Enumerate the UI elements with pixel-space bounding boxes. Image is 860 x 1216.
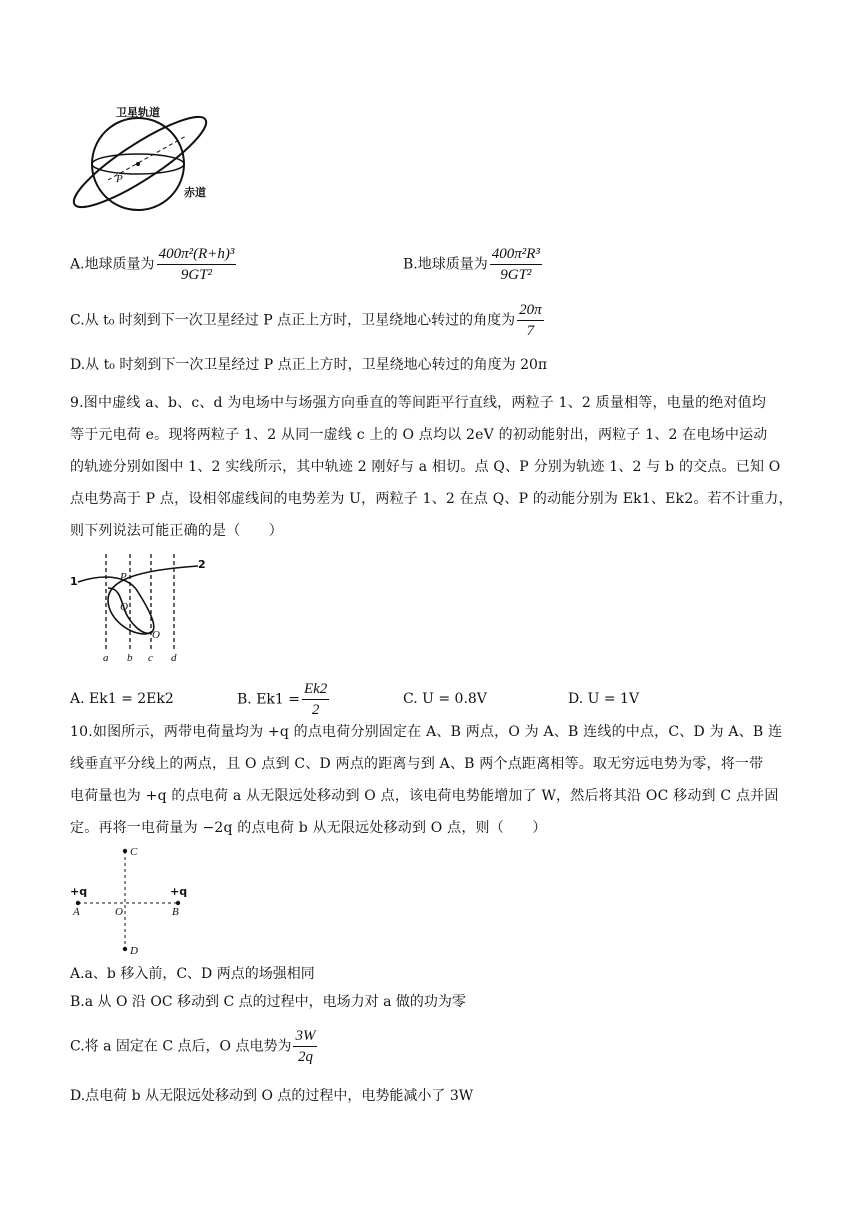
- q10-option-c: [70, 1026, 319, 1067]
- q10-optC-fraction: [293, 1026, 317, 1067]
- q8-optA-prefix: A.地球质量为: [70, 256, 155, 273]
- q9-optB-prefix: B. Ek1 =: [237, 691, 300, 708]
- q10-line-1: 10.如图所示，两带电荷量均为 +q 的点电荷分别固定在 A、B 两点，O 为 A、B 连线的中点，C、D 为 A、B 连: [70, 724, 783, 740]
- q9-line-2: 等于元电荷 e。现将两粒子 1、2 从同一虚线 c 上的 O 点均以 2eV 的初动能射出，两粒子 1、2 在电场中运动: [70, 427, 768, 443]
- q10-optC-prefix: C.将 a 固定在 C 点后，O 点电势为: [70, 1038, 292, 1055]
- point-c-dot: [123, 849, 127, 853]
- q10-line-2: 线垂直平分线上的两点，且 O 点到 C、D 两点的距离与到 A、B 两个点距离相等。取无穷远电势为零，将一带: [70, 756, 764, 772]
- q8-optB-fraction: [490, 244, 542, 285]
- q8-option-a: [70, 244, 238, 285]
- q8-optA-num: 400π²(R+h)³: [157, 244, 237, 265]
- q10-line-4: 定。再将一电荷量为 −2q 的点电荷 b 从无限远处移动到 O 点，则（ ）: [70, 820, 547, 836]
- q10-optC-den: 2q: [297, 1049, 313, 1065]
- q9-option-c: C. U = 0.8V: [403, 691, 487, 707]
- equator-label: 赤道: [184, 186, 206, 199]
- point-a-label: A: [73, 906, 80, 918]
- charge-a-label: +q: [70, 885, 88, 898]
- traj-2-label: 2: [198, 558, 206, 571]
- q8-option-c: [70, 300, 546, 341]
- q8-optC-text: C.从 t₀ 时刻到下一次卫星经过 P 点正上方时，卫星绕地心转过的角度为: [70, 312, 516, 329]
- point-o-label: O: [115, 906, 123, 918]
- q9-line-1: 9.图中虚线 a、b、c、d 为电场中与场强方向垂直的等间距平行直线，两粒子 1、2 质量相等，电量的绝对值均: [70, 395, 767, 411]
- q8-option-d: D.从 t₀ 时刻到下一次卫星经过 P 点正上方时，卫星绕地心转过的角度为 20π: [70, 357, 548, 373]
- traj-1-label: 1: [70, 575, 78, 588]
- charges-figure: [68, 845, 193, 960]
- trajectory-figure: [68, 550, 218, 665]
- q8-optA-fraction: [157, 244, 237, 285]
- q9-optB-num: Ek2: [302, 679, 329, 700]
- q10-option-d: D.点电荷 b 从无限远处移动到 O 点的过程中，电势能减小了 3W: [70, 1088, 474, 1104]
- point-d-dot: [123, 947, 127, 951]
- q9-line-3: 的轨迹分别如图中 1、2 实线所示，其中轨迹 2 刚好与 a 相切。点 Q、P 分别为轨迹 1、2 与 b 的交点。已知 O: [70, 459, 781, 475]
- q9-optB-fraction: [302, 679, 329, 720]
- q8-optB-num: 400π²R³: [490, 244, 542, 265]
- q8-optC-fraction: [517, 300, 544, 341]
- point-o-label: O: [152, 629, 160, 641]
- charge-b-label: +q: [170, 885, 188, 898]
- point-b-label: B: [172, 906, 179, 918]
- q9-line-4: 点电势高于 P 点，设相邻虚线间的电势差为 U，两粒子 1、2 在点 Q、P 的动能分别为 Ek1、Ek2。若不计重力，: [70, 491, 793, 507]
- q8-optC-num: 20π: [517, 300, 544, 321]
- point-a-dot: [76, 901, 80, 905]
- point-d-label: D: [130, 945, 138, 957]
- q8-optB-den: 9GT²: [500, 267, 532, 283]
- orbit-label: 卫星轨道: [116, 106, 160, 119]
- q10-option-b: B.a 从 O 沿 OC 移动到 C 点的过程中，电场力对 a 做的功为零: [70, 994, 466, 1010]
- line-d-label: d: [171, 652, 177, 664]
- q8-optB-prefix: B.地球质量为: [403, 256, 488, 273]
- q9-option-b: [237, 679, 331, 720]
- point-c-label: C: [130, 846, 138, 858]
- q8-option-b: [403, 244, 544, 285]
- point-b-dot: [176, 901, 180, 905]
- q8-optA-den: 9GT²: [180, 267, 213, 283]
- q9-line-5: 则下列说法可能正确的是（ ）: [70, 523, 283, 539]
- line-b-label: b: [127, 652, 133, 664]
- point-q-label: Q: [120, 601, 128, 613]
- q9-option-a: A. Ek1 = 2Ek2: [70, 691, 174, 707]
- line-a-label: a: [103, 652, 109, 664]
- q10-line-3: 电荷量也为 +q 的点电荷 a 从无限远处移动到 O 点，该电荷电势能增加了 W，然后将其沿 OC 移动到 C 点并固: [70, 788, 779, 804]
- p-point-label: P: [116, 173, 123, 185]
- q9-option-d: D. U = 1V: [568, 691, 640, 707]
- line-c-label: c: [148, 652, 153, 664]
- satellite-orbit-figure: [68, 100, 218, 215]
- point-p-label: P: [120, 571, 127, 583]
- q10-optC-num: 3W: [293, 1026, 317, 1047]
- q9-optB-den: 2: [311, 702, 320, 718]
- earth-center-dot: [136, 162, 140, 166]
- q8-optC-den: 7: [526, 323, 535, 339]
- q10-option-a: A.a、b 移入前，C、D 两点的场强相同: [70, 966, 315, 982]
